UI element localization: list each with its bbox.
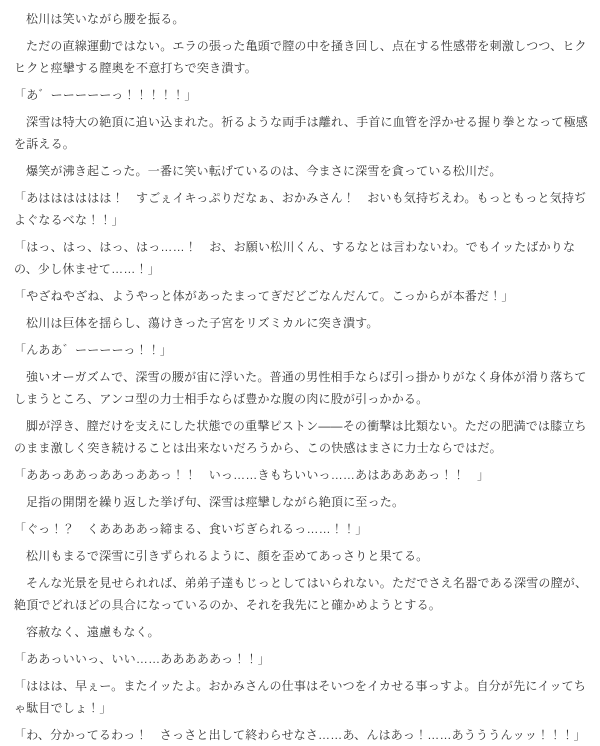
paragraph: 爆笑が沸き起こった。一番に笑い転げているのは、今まさに深雪を貪っている松川だ。 (26, 164, 502, 178)
paragraph: 脚が浮き、膣だけを支えにした状態での重撃ピストン――その衝撃は比類ない。ただの肥満では膝立ちのまま激しく突き続けることは出来ないだろうから、この快感はまさに力士ならではだ。 (14, 419, 587, 455)
dialogue-line: 「やざねやざね、ようやっと体があったまってぎだどごなんだんて。こっからが本番だ！」 (14, 289, 514, 303)
paragraph: 松川もまるで深雪に引きずられるように、顔を歪めてあっさりと果てる。 (26, 549, 429, 563)
dialogue-line: 「ぐっ！？ くああああっ締まる、食いぢぎられるっ……！！」 (14, 522, 368, 536)
dialogue-line: 「わ、分かってるわっ！ さっさと出して終わらせなさ……あ、んはあっ！……あうううんッッ！！！」 (14, 728, 586, 742)
paragraph: 深雪は特大の絶頂に追い込まれた。祈るような両手は離れ、手首に血管を浮かせる握り拳となって極感を訴える。 (14, 115, 588, 151)
paragraph: そんな光景を見せられれば、弟弟子達もじっとしてはいられない。ただでさえ名器である深雪の膣が、絶頂でどれほどの具合になっているのか、それを我先にと確かめようとする。 (14, 576, 588, 612)
paragraph: ただの直線運動ではない。エラの張った亀頭で膣の中を掻き回し、点在する性感帯を刺激しつつ、ヒクヒクと痙攣する膣奥を不意打ちで突き潰す。 (14, 39, 587, 75)
dialogue-line: 「んああ゛ーーーーっ！！」 (14, 343, 173, 357)
dialogue-line: 「はっ、はっ、はっ、はっ……！ お、お願い松川くん、するなとは言わないわ。でもイッたばかりなの、少し休ませて……！」 (14, 240, 576, 276)
paragraph: 強いオーガズムで、深雪の腰が宙に浮いた。普通の男性相手ならば引っ掛かりがなく身体が滑り落ちてしまうところ、アンコ型の力士相手ならば豊かな腹の肉に股が引っかかる。 (14, 370, 587, 406)
paragraph: 足指の開閉を繰り返した挙げ句、深雪は痙攣しながら絶頂に至った。 (26, 495, 405, 509)
paragraph: 松川は笑いながら腰を振る。 (26, 12, 185, 26)
dialogue-line: 「あはははははは！ すごぇイキっぷりだなぁ、おかみさん！ おいも気持ぢえわ。もっともっと気持ぢよぐなるべな！！」 (14, 191, 587, 227)
dialogue-line: 「あ゛ーーーーーっ！！！！！」 (14, 88, 197, 102)
paragraph: 松川は巨体を揺らし、蕩けきった子宮をリズミカルに突き潰す。 (26, 316, 379, 330)
dialogue-line: 「ああっいいっ、いい……あああああっ！！」 (14, 652, 270, 666)
dialogue-line: 「ああっああっああっああっ！！ いっ……きもちいいっ……あはああああっ！！ 」 (14, 468, 490, 482)
paragraph: 容赦なく、遠慮もなく。 (26, 625, 160, 639)
dialogue-line: 「ははは、早ぇー。またイッたよ。おかみさんの仕事はそいつをイカせる事っすよ。自分が先にイッてちゃ駄目でしょ！」 (14, 679, 587, 715)
